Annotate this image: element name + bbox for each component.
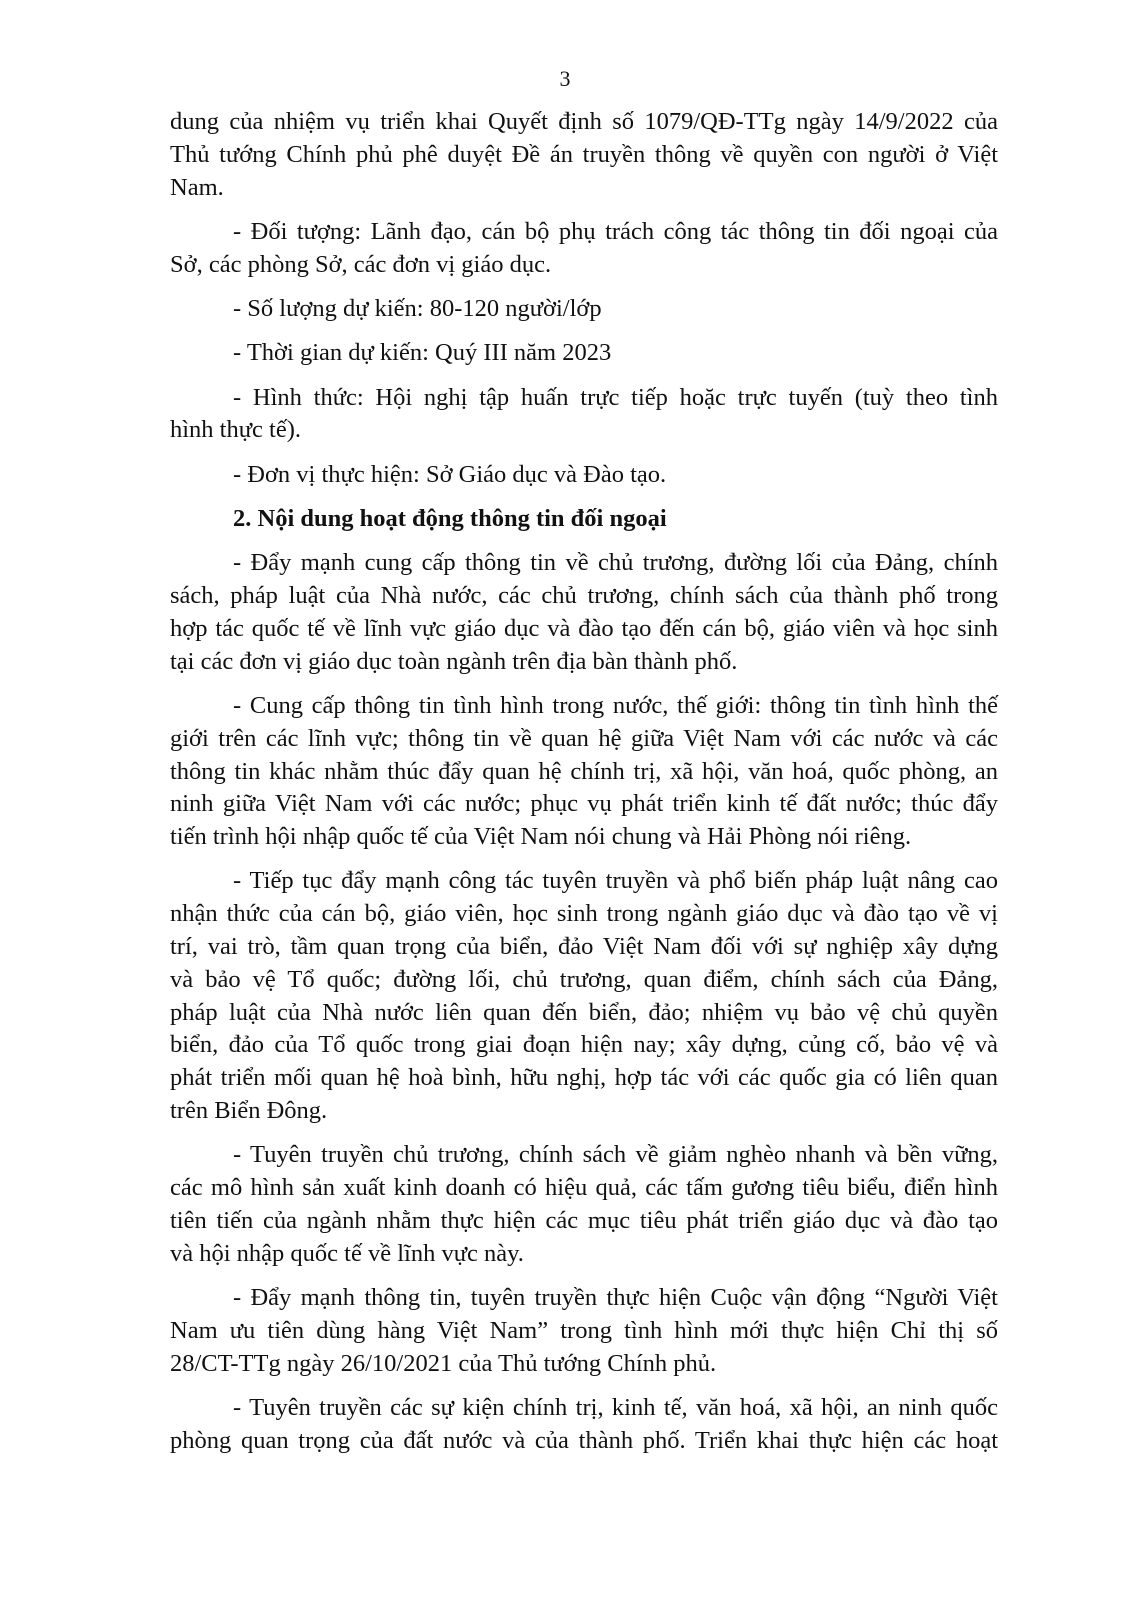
text-line: tiến trình hội nhập quốc tế của Việt Nam nói chung và Hải Phòng nói riêng. — [170, 823, 912, 851]
text-line: hình thực tế). — [170, 416, 301, 444]
paragraph — [170, 216, 998, 282]
text-line: - Tiếp tục đẩy mạnh công tác tuyên truyền và phổ biến pháp luật nâng cao — [233, 867, 998, 895]
paragraph — [170, 1392, 998, 1458]
paragraph — [170, 459, 998, 492]
text-line: trí, vai trò, tầm quan trọng của biển, đảo Việt Nam đối với sự nghiệp xây dựng — [170, 933, 998, 961]
text-line: - Đối tượng: Lãnh đạo, cán bộ phụ trách công tác thông tin đối ngoại của — [233, 217, 998, 245]
text-line: và bảo vệ Tổ quốc; đường lối, chủ trương, quan điểm, chính sách của Đảng, — [170, 965, 998, 993]
text-line: - Hình thức: Hội nghị tập huấn trực tiếp hoặc trực tuyến (tuỳ theo tình — [233, 383, 998, 411]
text-line: Thủ tướng Chính phủ phê duyệt Đề án truyền thông về quyền con người ở Việt — [170, 140, 998, 168]
paragraph — [170, 865, 998, 1127]
text-line: phòng quan trọng của đất nước và của thành phố. Triển khai thực hiện các hoạt — [170, 1426, 998, 1454]
text-line: nhận thức của cán bộ, giáo viên, học sinh trong ngành giáo dục và đào tạo về vị — [170, 900, 998, 928]
text-line: các mô hình sản xuất kinh doanh có hiệu quả, các tấm gương tiêu biểu, điển hình — [170, 1174, 998, 1202]
paragraph — [170, 1282, 998, 1380]
text-line: hợp tác quốc tế về lĩnh vực giáo dục và đào tạo đến cán bộ, giáo viên và học sinh — [170, 614, 998, 642]
paragraph — [170, 547, 998, 678]
document-body — [170, 106, 998, 1469]
text-line: - Tuyên truyền chủ trương, chính sách về giảm nghèo nhanh và bền vững, — [233, 1141, 998, 1169]
paragraph — [170, 106, 998, 204]
text-line: và hội nhập quốc tế về lĩnh vực này. — [170, 1239, 524, 1267]
text-line: tiên tiến của ngành nhằm thực hiện các mục tiêu phát triển giáo dục và đào tạo — [170, 1206, 998, 1234]
text-line: 2. Nội dung hoạt động thông tin đối ngoại — [233, 504, 667, 532]
text-line: thông tin khác nhằm thúc đẩy quan hệ chính trị, xã hội, văn hoá, quốc phòng, an — [170, 757, 998, 785]
text-line: Sở, các phòng Sở, các đơn vị giáo dục. — [170, 250, 552, 278]
paragraph — [170, 690, 998, 854]
section-heading — [170, 503, 998, 536]
text-line: - Tuyên truyền các sự kiện chính trị, kinh tế, văn hoá, xã hội, an ninh quốc — [233, 1393, 998, 1421]
text-line: - Thời gian dự kiến: Quý III năm 2023 — [233, 339, 612, 367]
paragraph — [170, 1139, 998, 1270]
text-line: Nam. — [170, 173, 224, 201]
text-line: 28/CT-TTg ngày 26/10/2021 của Thủ tướng Chính phủ. — [170, 1349, 717, 1377]
text-line: phát triển mối quan hệ hoà bình, hữu nghị, hợp tác với các quốc gia có liên quan — [170, 1064, 998, 1092]
text-line: - Cung cấp thông tin tình hình trong nước, thế giới: thông tin tình hình thế — [233, 691, 998, 719]
text-line: sách, pháp luật của Nhà nước, các chủ trương, chính sách của thành phố trong — [170, 582, 998, 610]
text-line: dung của nhiệm vụ triển khai Quyết định số 1079/QĐ-TTg ngày 14/9/2022 của — [170, 108, 998, 135]
text-line: Nam ưu tiên dùng hàng Việt Nam” trong tình hình mới thực hiện Chỉ thị số — [170, 1316, 998, 1344]
text-line: - Đơn vị thực hiện: Sở Giáo dục và Đào tạo. — [233, 460, 667, 488]
text-line: - Đẩy mạnh cung cấp thông tin về chủ trương, đường lối của Đảng, chính — [233, 549, 998, 577]
paragraph — [170, 293, 998, 326]
paragraph — [170, 337, 998, 370]
text-line: giới trên các lĩnh vực; thông tin về quan hệ giữa Việt Nam với các nước và các — [170, 724, 998, 752]
text-line: ninh giữa Việt Nam với các nước; phục vụ phát triển kinh tế đất nước; thúc đẩy — [170, 790, 998, 818]
text-line: - Đẩy mạnh thông tin, tuyên truyền thực hiện Cuộc vận động “Người Việt — [233, 1284, 998, 1311]
text-line: biển, đảo của Tổ quốc trong giai đoạn hiện nay; xây dựng, củng cố, bảo vệ và — [170, 1031, 998, 1059]
text-line: tại các đơn vị giáo dục toàn ngành trên địa bàn thành phố. — [170, 647, 738, 675]
text-line: trên Biển Đông. — [170, 1097, 328, 1125]
text-line: pháp luật của Nhà nước liên quan đến biển, đảo; nhiệm vụ bảo vệ chủ quyền — [170, 998, 998, 1026]
paragraph — [170, 382, 998, 448]
text-line: - Số lượng dự kiến: 80-120 người/lớp — [233, 294, 602, 322]
page-number: 3 — [559, 66, 571, 91]
